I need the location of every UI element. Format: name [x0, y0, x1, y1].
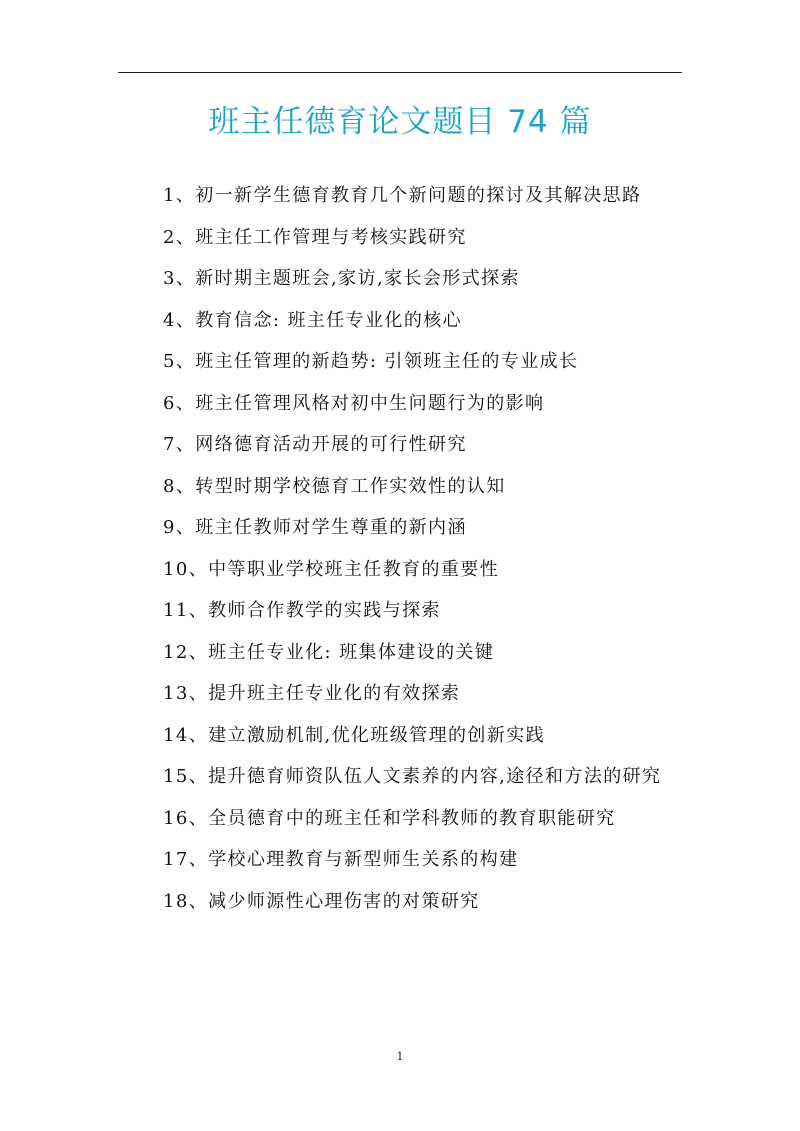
page-number: 1	[396, 1050, 404, 1063]
list-item: 17、学校心理教育与新型师生关系的构建	[163, 849, 519, 870]
list-item: 2、班主任工作管理与考核实践研究	[163, 226, 467, 248]
list-item: 10、中等职业学校班主任教育的重要性	[163, 558, 500, 580]
topic-list	[118, 175, 674, 922]
list-item: 9、班主任教师对学生尊重的新内涵	[163, 517, 467, 538]
list-item: 7、网络德育活动开展的可行性研究	[163, 434, 467, 455]
list-item: 12、班主任专业化: 班集体建设的关键	[163, 641, 495, 663]
list-item: 18、减少师源性心理伤害的对策研究	[163, 890, 480, 912]
list-item: 5、班主任管理的新趋势: 引领班主任的专业成长	[163, 351, 579, 372]
list-item: 3、新时期主题班会,家访,家长会形式探索	[163, 268, 520, 289]
list-item: 1、初一新学生德育教育几个新问题的探讨及其解决思路	[163, 185, 642, 206]
header-rule	[118, 72, 682, 73]
list-item: 4、教育信念: 班主任专业化的核心	[163, 309, 463, 331]
list-item: 8、转型时期学校德育工作实效性的认知	[163, 475, 506, 497]
list-item: 16、全员德育中的班主任和学科教师的教育职能研究	[163, 807, 616, 829]
list-item: 13、提升班主任专业化的有效探索	[163, 683, 461, 704]
list-item: 6、班主任管理风格对初中生问题行为的影响	[163, 392, 545, 414]
list-item: 14、建立激励机制,优化班级管理的创新实践	[163, 724, 546, 746]
list-item: 15、提升德育师资队伍人文素养的内容,途径和方法的研究	[163, 766, 662, 787]
page-title: 班主任德育论文题目 74 篇	[208, 104, 592, 140]
list-item: 11、教师合作教学的实践与探索	[163, 600, 441, 621]
